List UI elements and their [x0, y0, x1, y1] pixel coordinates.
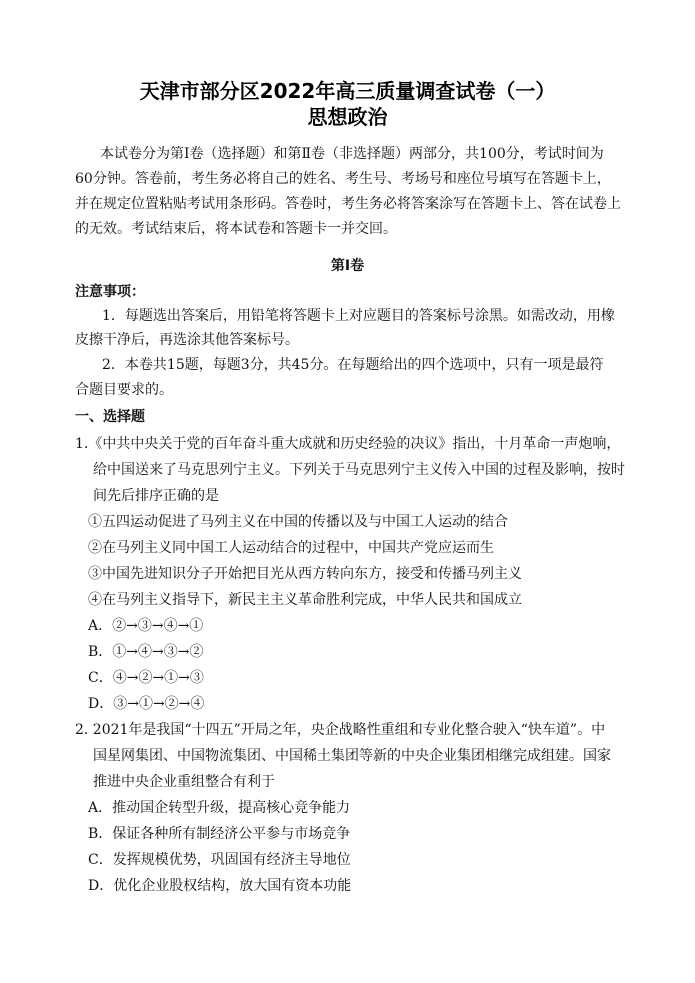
exam-title: 天津市部分区2022年高三质量调查试卷（一） [139, 79, 556, 103]
question-1-item: ④在马列主义指导下，新民主主义革命胜利完成，中华人民共和国成立 [88, 592, 522, 608]
question-1-item: ①五四运动促进了马列主义在中国的传播以及与中国工人运动的结合 [88, 514, 508, 530]
question-2-option-a: A．推动国企转型升级，提高核心竞争能力 [88, 800, 351, 816]
question-1-stem: 间先后排序正确的是 [93, 488, 219, 504]
question-2-stem: 国星网集团、中国物流集团、中国稀土集团等新的中央企业集团相继完成组建。国家 [93, 748, 611, 764]
part-label: 一、选择题 [75, 409, 145, 425]
intro-line: 60分钟。答卷前，考生务必将自己的姓名、考生号、考场号和座位号填写在答题卡上， [75, 171, 611, 187]
section-heading: 第Ⅰ卷 [330, 258, 365, 274]
notice-line: 2．本卷共15题，每题3分，共45分。在每题给出的四个选项中，只有一项是最符 [102, 357, 604, 373]
question-1-stem: 1.《中共中央关于党的百年奋斗重大成就和历史经验的决议》指出，十月革命一声炮响， [75, 436, 621, 452]
question-1-stem: 给中国送来了马克思列宁主义。下列关于马克思列宁主义传入中国的过程及影响，按时 [93, 462, 625, 478]
intro-line: 的无效。考试结束后，将本试卷和答题卡一并交回。 [75, 221, 397, 237]
question-1-option-b: B．①→④→③→② [88, 644, 204, 660]
question-2-stem: 2. 2021年是我国“十四五”开局之年，央企战略性重组和专业化整合驶入“快车道”。中 [75, 722, 606, 738]
question-1-option-c: C．④→②→①→③ [88, 670, 204, 686]
question-2-option-d: D．优化企业股权结构，放大国有资本功能 [88, 878, 352, 894]
question-2-option-c: C．发挥规模优势，巩固国有经济主导地位 [88, 852, 351, 868]
intro-line: 本试卷分为第Ⅰ卷（选择题）和第Ⅱ卷（非选择题）两部分，共100分，考试时间为 [100, 146, 604, 162]
notice-label: 注意事项： [75, 284, 145, 300]
intro-line: 并在规定位置粘贴考试用条形码。答卷时，考生务必将答案涂写在答题卡上、答在试卷上 [75, 196, 621, 212]
question-1-option-d: D．③→①→②→④ [88, 696, 205, 712]
notice-line: 合题目要求的。 [75, 382, 173, 398]
notice-line: 1．每题选出答案后，用铅笔将答题卡上对应题目的答案标号涂黑。如需改动，用橡 [102, 308, 615, 324]
question-1-item: ②在马列主义同中国工人运动结合的过程中，中国共产党应运而生 [88, 540, 494, 556]
exam-subject: 思想政治 [307, 105, 388, 129]
question-2-option-b: B．保证各种所有制经济公平参与市场竞争 [88, 826, 351, 842]
question-2-stem: 推进中央企业重组整合有利于 [93, 774, 275, 790]
question-1-item: ③中国先进知识分子开始把目光从西方转向东方，接受和传播马列主义 [88, 566, 522, 582]
question-1-option-a: A．②→③→④→① [88, 618, 204, 634]
notice-line: 皮擦干净后，再选涂其他答案标号。 [75, 332, 299, 348]
